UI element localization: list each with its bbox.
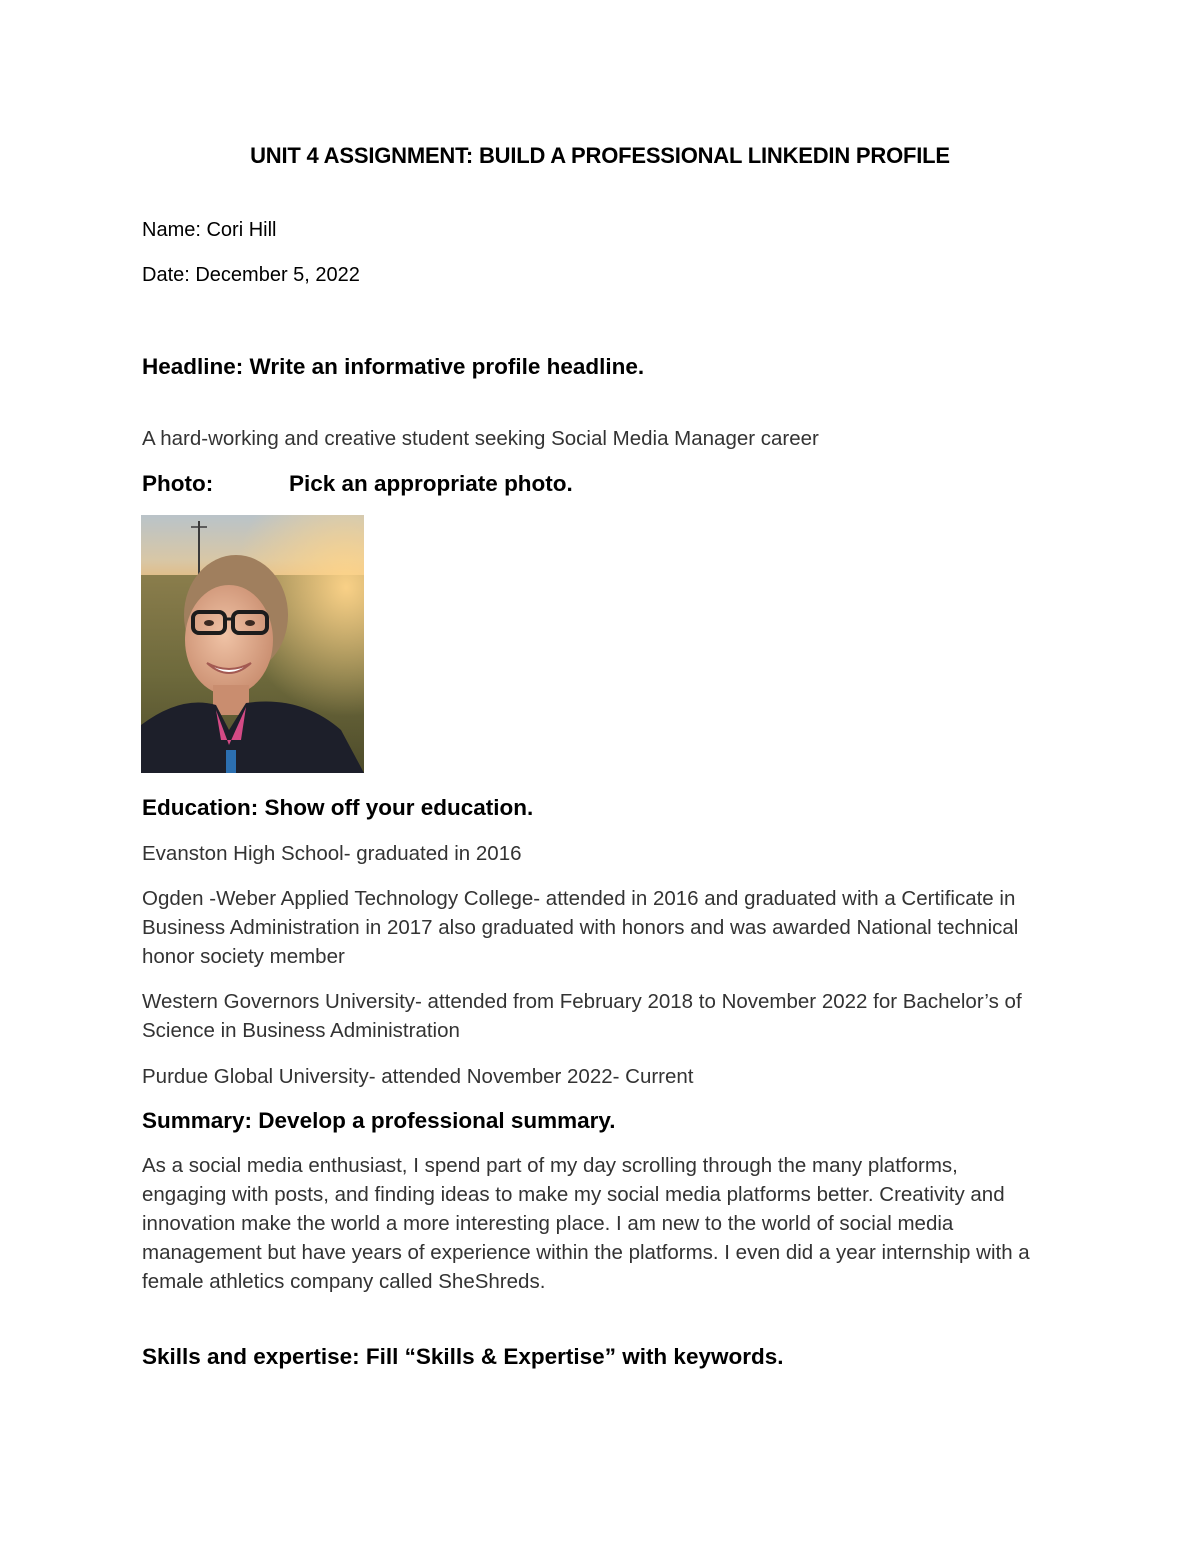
summary-text: As a social media enthusiast, I spend part of my day scrolling through the many platforms, engaging with posts, and finding ideas to make my social media platforms better. Creativity and innovation make the world a more interesting place. I am new to the world of social media management but have years of experience within the platforms. I even did a year internship with a female athletics company called SheShreds. bbox=[142, 1154, 1030, 1293]
date-line: Date: December 5, 2022 bbox=[142, 264, 360, 286]
photo-heading-text: Pick an appropriate photo. bbox=[289, 471, 573, 496]
name-line: Name: Cori Hill bbox=[142, 219, 277, 241]
education-item: Western Governors University- attended from February 2018 to November 2022 for Bachelor’s of Science in Business Administration bbox=[142, 990, 1022, 1042]
profile-photo bbox=[141, 515, 364, 773]
photo-heading bbox=[142, 471, 573, 497]
headline-text: A hard-working and creative student seeking Social Media Manager career bbox=[142, 427, 819, 450]
skills-heading: Skills and expertise: Fill “Skills & Expertise” with keywords. bbox=[142, 1344, 784, 1369]
document-title: UNIT 4 ASSIGNMENT: BUILD A PROFESSIONAL LINKEDIN PROFILE bbox=[250, 143, 950, 168]
headline-heading: Headline: Write an informative profile headline. bbox=[142, 354, 645, 379]
education-item: Evanston High School- graduated in 2016 bbox=[142, 842, 522, 865]
photo-heading-label: Photo: bbox=[142, 471, 214, 496]
summary-heading: Summary: Develop a professional summary. bbox=[142, 1108, 616, 1133]
education-heading: Education: Show off your education. bbox=[142, 795, 534, 820]
education-item: Purdue Global University- attended November 2022- Current bbox=[142, 1065, 694, 1088]
education-item: Ogden -Weber Applied Technology College- attended in 2016 and graduated with a Certificate in Business Administration in 2017 also graduated with honors and was awarded National technical honor society member bbox=[142, 887, 1019, 968]
